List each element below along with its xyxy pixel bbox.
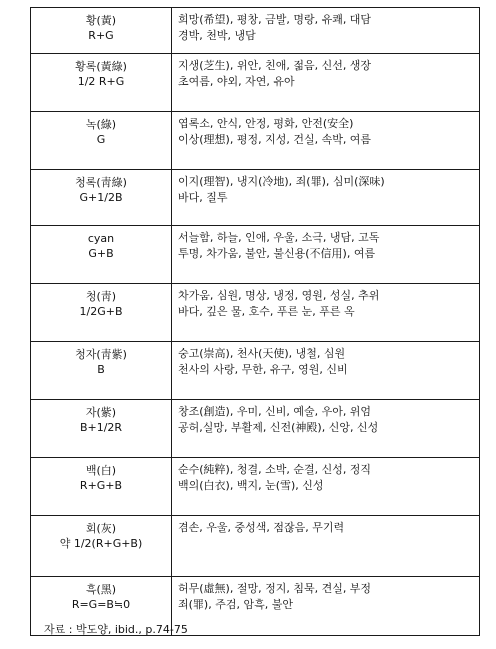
color-name-cell — [31, 54, 172, 112]
association-cell — [172, 516, 480, 577]
color-formula: R+G+B — [79, 479, 123, 492]
color-name-cell — [31, 516, 172, 577]
table-row — [31, 400, 480, 458]
association-cell — [172, 112, 480, 170]
table-row — [31, 8, 480, 54]
color-name: 청록(靑綠) — [75, 176, 127, 189]
association-cell — [172, 342, 480, 400]
color-formula: G+1/2B — [79, 191, 123, 204]
color-name: cyan — [87, 232, 115, 245]
table-row — [31, 226, 480, 284]
color-name-cell — [31, 458, 172, 516]
association-line: 허무(虛無), 절망, 정지, 침묵, 견실, 부정 — [178, 582, 372, 595]
table-row — [31, 112, 480, 170]
color-name-cell — [31, 170, 172, 226]
association-cell — [172, 400, 480, 458]
association-line: 백의(白衣), 백지, 눈(雪), 신성 — [178, 479, 324, 492]
association-line: 바다, 질투 — [178, 191, 228, 204]
color-formula: 1/2G+B — [79, 305, 123, 318]
color-name-cell — [31, 226, 172, 284]
association-cell — [172, 577, 480, 636]
color-name: 청자(靑紫) — [75, 348, 127, 361]
color-name: 흑(黑) — [85, 583, 117, 596]
color-name-cell — [31, 8, 172, 54]
association-line: 차가움, 심원, 명상, 냉정, 영원, 성실, 추위 — [178, 289, 380, 302]
association-cell — [172, 226, 480, 284]
association-line: 이지(理智), 냉지(冷地), 죄(罪), 심미(深味) — [178, 175, 385, 188]
association-line: 초여름, 야외, 자연, 유아 — [178, 75, 295, 88]
color-name-cell — [31, 284, 172, 342]
association-line: 희망(希望), 평창, 금발, 명랑, 유쾌, 대담 — [178, 13, 372, 26]
association-line: 공허,실망, 부활제, 신전(神殿), 신앙, 신성 — [178, 421, 379, 434]
association-cell — [172, 54, 480, 112]
color-name-cell — [31, 342, 172, 400]
association-line: 죄(罪), 주검, 암흑, 불안 — [178, 598, 293, 611]
color-formula: R=G=B≒0 — [71, 598, 131, 611]
association-line: 엽록소, 안식, 안정, 평화, 안전(安全) — [178, 117, 354, 130]
table-row — [31, 54, 480, 112]
color-name: 회(灰) — [85, 522, 117, 535]
association-line: 투명, 차가움, 불안, 불신용(不信用), 여름 — [178, 247, 376, 260]
table-row — [31, 342, 480, 400]
color-formula: B+1/2R — [79, 421, 123, 434]
color-association-table — [30, 7, 480, 636]
association-cell — [172, 284, 480, 342]
color-formula: G — [96, 133, 106, 146]
table-row — [31, 458, 480, 516]
association-line: 지생(芝生), 위안, 친애, 젊음, 신선, 생장 — [178, 59, 372, 72]
association-line: 경박, 천박, 냉담 — [178, 29, 256, 42]
table-body — [31, 8, 480, 636]
color-formula: R+G — [88, 29, 114, 42]
association-line: 겸손, 우울, 중성색, 점잖음, 무기력 — [178, 521, 345, 534]
association-cell — [172, 8, 480, 54]
color-name: 백(白) — [85, 464, 117, 477]
color-formula: 약 1/2(R+G+B) — [59, 537, 143, 550]
table-row — [31, 516, 480, 577]
color-name: 청(靑) — [85, 290, 117, 303]
color-name: 자(紫) — [85, 406, 117, 419]
source-note: 자료 : 박도양, ibid., p.74-75 — [44, 623, 188, 636]
color-name-cell — [31, 112, 172, 170]
association-line: 이상(理想), 평정, 지성, 건실, 속박, 여름 — [178, 133, 372, 146]
color-name-cell — [31, 400, 172, 458]
color-formula: B — [97, 363, 105, 376]
color-name: 황(黃) — [85, 14, 117, 27]
association-line: 순수(純粹), 청결, 소박, 순결, 신성, 정직 — [178, 463, 372, 476]
association-cell — [172, 458, 480, 516]
color-formula: 1/2 R+G — [77, 75, 125, 88]
color-name: 황록(黃綠) — [75, 60, 127, 73]
association-cell — [172, 170, 480, 226]
association-line: 서늘함, 하늘, 인애, 우울, 소극, 냉담, 고독 — [178, 231, 380, 244]
association-line: 창조(創造), 우미, 신비, 예술, 우아, 위엄 — [178, 405, 372, 418]
association-line: 숭고(崇高), 천사(天使), 냉철, 심원 — [178, 347, 346, 360]
association-line: 바다, 깊은 물, 호수, 푸른 눈, 푸른 옥 — [178, 305, 355, 318]
table-row — [31, 284, 480, 342]
color-formula: G+B — [88, 247, 114, 260]
table-row — [31, 170, 480, 226]
color-name: 녹(綠) — [85, 118, 117, 131]
association-line: 천사의 사랑, 무한, 유구, 영원, 신비 — [178, 363, 348, 376]
